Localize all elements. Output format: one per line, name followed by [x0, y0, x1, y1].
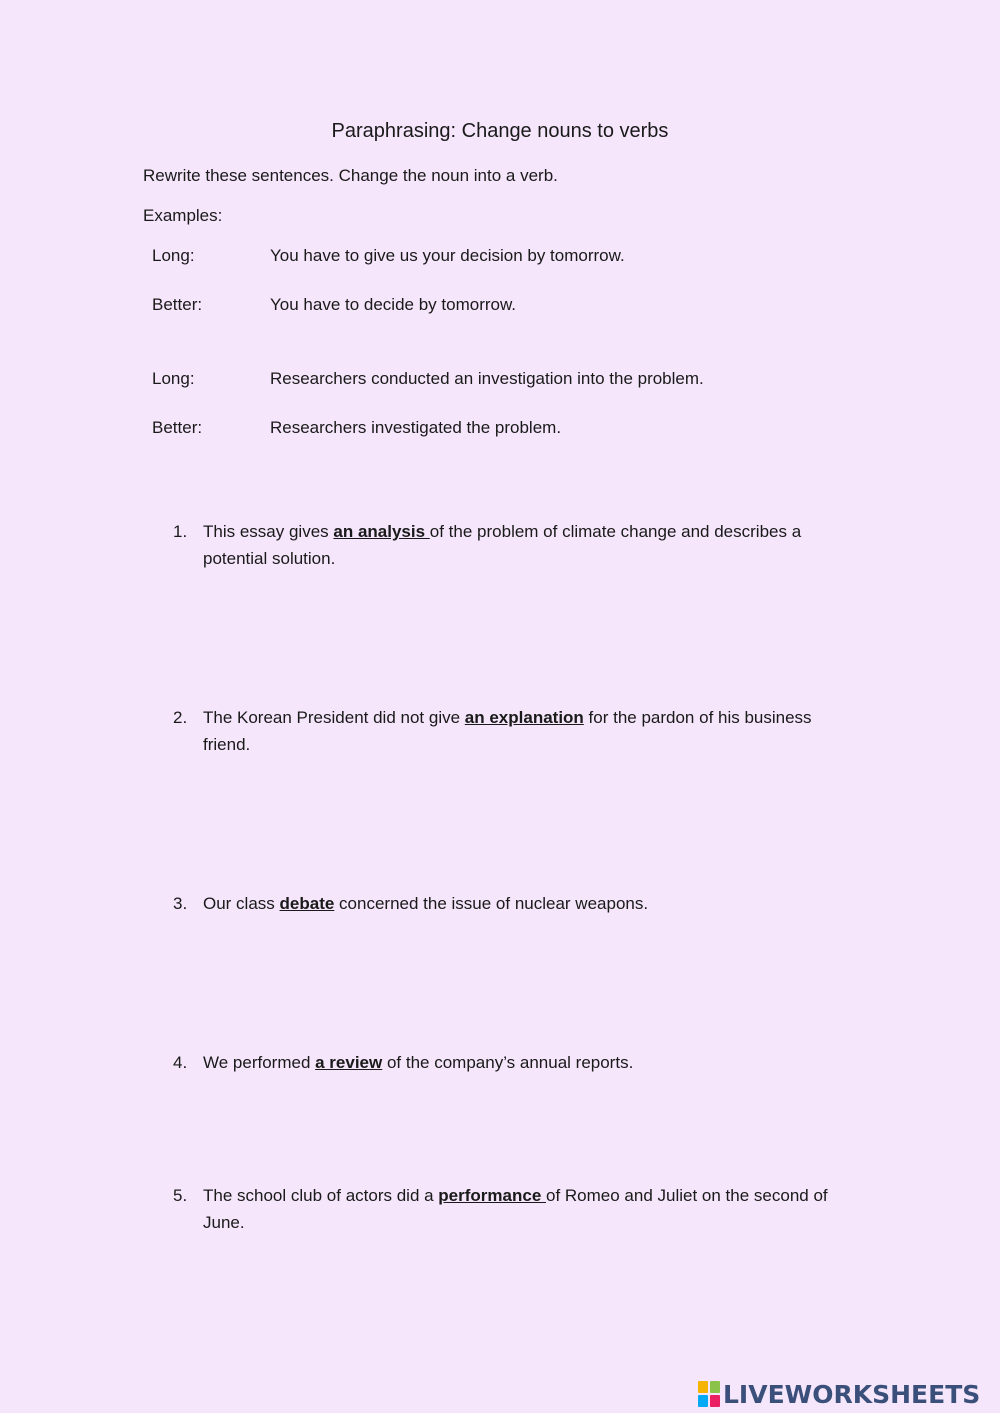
- question-text-after: for the pardon of his business friend.: [203, 708, 812, 754]
- examples-heading: Examples:: [143, 206, 223, 225]
- example-label: Better:: [152, 418, 203, 437]
- instruction-text: Rewrite these sentences. Change the noun into a verb.: [143, 166, 558, 185]
- logo-mark-icon: [698, 1381, 720, 1407]
- logo-square-l: [698, 1381, 708, 1393]
- question-text-after: concerned the issue of nuclear weapons.: [334, 894, 649, 913]
- question-text: [203, 890, 863, 917]
- question-number: 3.: [173, 894, 188, 913]
- question-text: [203, 518, 863, 572]
- question-text-before: We performed: [203, 1053, 316, 1072]
- question-text-before: The Korean President did not give: [203, 708, 465, 727]
- example-label: Better:: [152, 295, 203, 314]
- question-text: [203, 1182, 863, 1236]
- logo-square-e: [710, 1395, 720, 1407]
- question-keyword: an explanation: [464, 708, 584, 727]
- question-text-before: The school club of actors did a: [203, 1186, 439, 1205]
- question-keyword: debate: [279, 894, 335, 913]
- question-text: [203, 704, 863, 758]
- question-text-before: Our class: [203, 894, 280, 913]
- question-text-after: of the company’s annual reports.: [382, 1053, 634, 1072]
- question-number: 4.: [173, 1053, 188, 1072]
- logo-square-i: [710, 1381, 720, 1393]
- example-text: You have to give us your decision by tomorrow.: [270, 246, 625, 265]
- example-text: Researchers conducted an investigation into the problem.: [270, 369, 704, 388]
- example-label: Long:: [152, 369, 195, 388]
- logo-text: LIVEWORKSHEETS: [723, 1379, 981, 1409]
- example-text: You have to decide by tomorrow.: [270, 295, 517, 314]
- question-text-after: of Romeo and Juliet on the second of June.: [203, 1186, 828, 1232]
- question-number: 1.: [173, 522, 188, 541]
- page-title: Paraphrasing: Change nouns to verbs: [331, 120, 669, 142]
- example-label: Long:: [152, 246, 195, 265]
- question-number: 2.: [173, 708, 188, 727]
- question-keyword: performance: [438, 1186, 546, 1205]
- question-number: 5.: [173, 1186, 188, 1205]
- liveworksheets-logo[interactable]: [698, 1378, 980, 1410]
- question-keyword: an analysis: [333, 522, 430, 541]
- question-text-before: This essay gives: [203, 522, 334, 541]
- question-text-after: of the problem of climate change and describes a potential solution.: [203, 522, 802, 568]
- question-keyword: a review: [315, 1053, 383, 1072]
- example-text: Researchers investigated the problem.: [270, 418, 562, 437]
- question-text: [203, 1049, 863, 1076]
- logo-square-v: [698, 1395, 708, 1407]
